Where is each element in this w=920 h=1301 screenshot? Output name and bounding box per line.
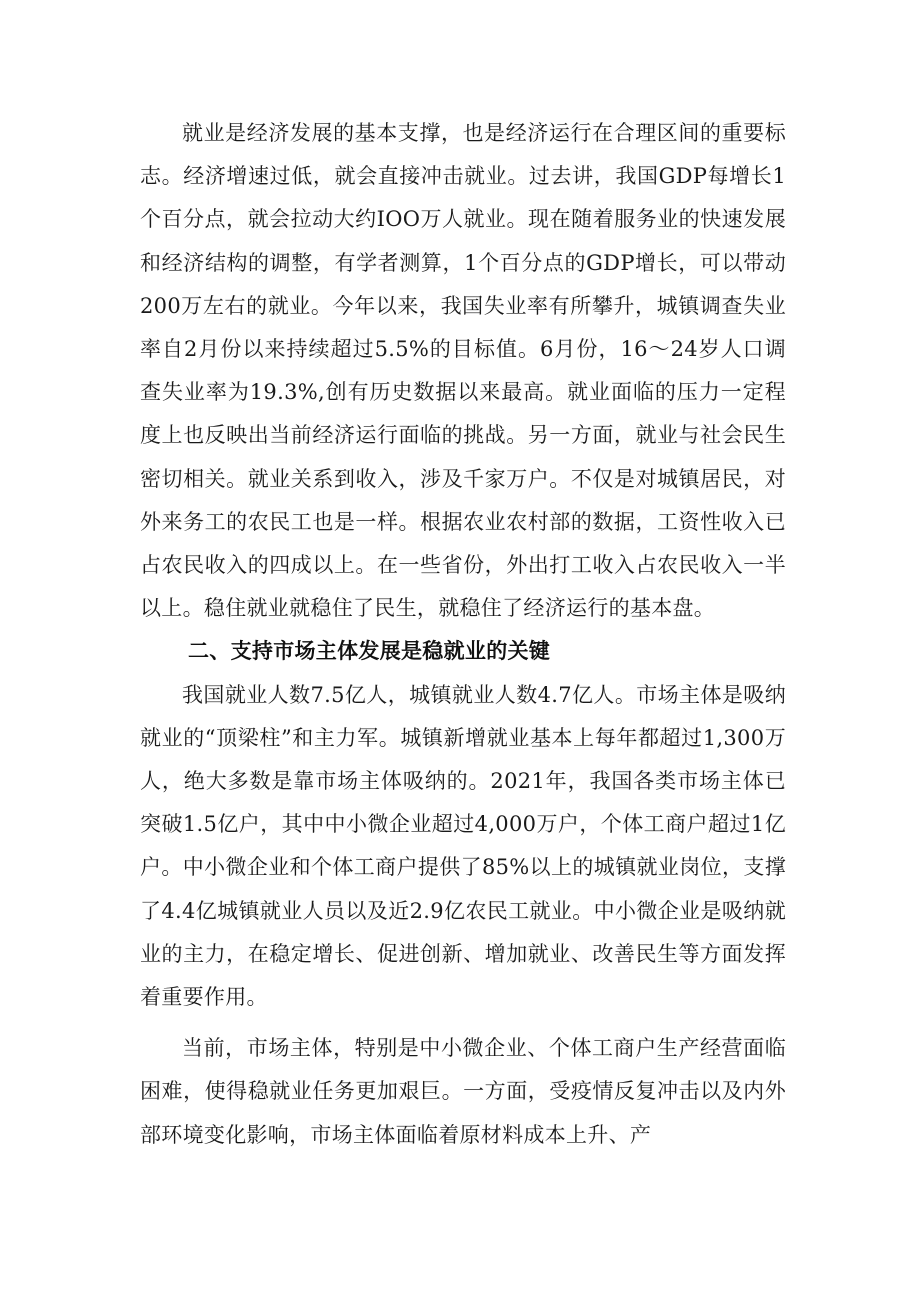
section-heading: 二、支持市场主体发展是稳就业的关键	[188, 639, 551, 664]
body-paragraph-current-difficulties: 当前，市场主体，特别是中小微企业、个体工商户生产经营面临困难，使得稳就业任务更加艰巨。一方面，受疫情反复冲击以及内外部环境变化影响，市场主体面临着原材料成本上升、产	[140, 1036, 786, 1147]
body-paragraph-employment-figures: 我国就业人数7.5亿人，城镇就业人数4.7亿人。市场主体是吸纳就业的“顶梁柱”和主力军。城镇新增就业基本上每年都超过1,300万人，绝大多数是靠市场主体吸纳的。2021年，我国各类市场主体已突破1.5亿户，其中中小微企业超过4,000万户，个体工商户超过1亿户。中小微企业和个体工商户提供了85%以上的城镇就业岗位，支撑了4.4亿城镇就业人员以及近2.9亿农民工就业。中小微企业是吸纳就业的主力，在稳定增长、促进创新、增加就业、改善民生等方面发挥着重要作用。	[140, 682, 786, 1010]
paragraph-spacer	[140, 1019, 786, 1027]
body-paragraph-employment-importance: 就业是经济发展的基本支撑，也是经济运行在合理区间的重要标志。经济增速过低，就会直接冲击就业。过去讲，我国GDP每增长1个百分点，就会拉动大约IOO万人就业。现在随着服务业的快速发展和经济结构的调整，有学者测算，1个百分点的GDP增长，可以带动200万左右的就业。今年以来，我国失业率有所攀升，城镇调查失业率自2月份以来持续超过5.5%的目标值。6月份，16～24岁人口调查失业率为19.3%,创有历史数据以来最高。就业面临的压力一定程度上也反映出当前经济运行面临的挑战。另一方面，就业与社会民生密切相关。就业关系到收入，涉及千家万户。不仅是对城镇居民，对外来务工的农民工也是一样。根据农业农村部的数据，工资性收入已占农民收入的四成以上。在一些省份，外出打工收入占农民收入一半以上。稳住就业就稳住了民生，就稳住了经济运行的基本盘。	[140, 121, 786, 621]
article-body	[140, 112, 786, 1157]
